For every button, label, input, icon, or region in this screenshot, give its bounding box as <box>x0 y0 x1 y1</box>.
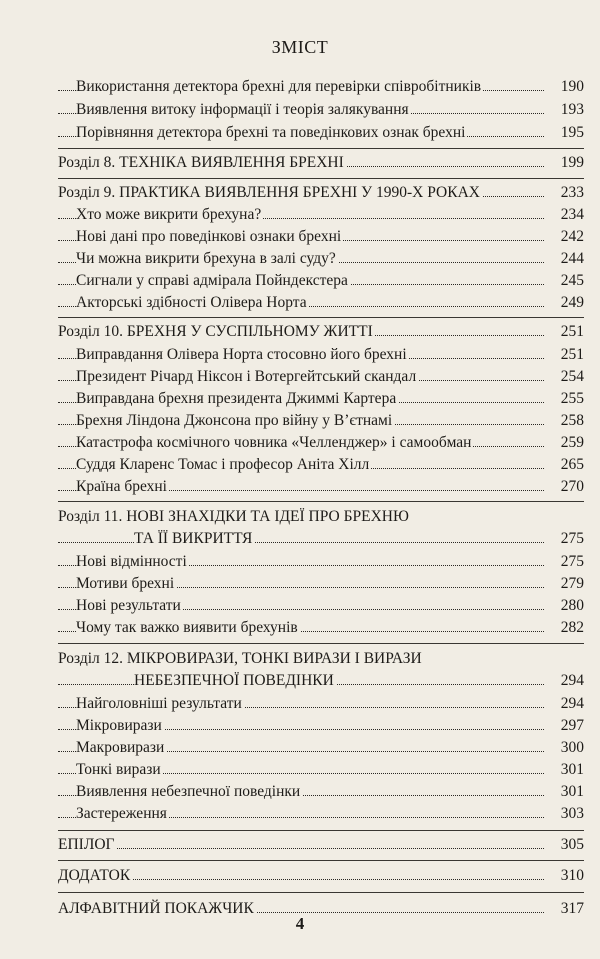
toc-entry <box>58 454 584 476</box>
toc-entry <box>58 715 584 737</box>
toc-entry-label: Нові дані про поведінкові ознаки брехні <box>76 226 343 248</box>
toc-entry-label: Хто може викрити брехуна? <box>76 204 263 226</box>
toc-entry <box>58 595 584 617</box>
toc-entry-page: 301 <box>559 781 584 803</box>
toc-entry-label: АЛФАВІТНИЙ ПОКАЖЧИК <box>58 898 256 920</box>
toc-entry <box>58 781 584 803</box>
toc-entry <box>58 432 584 454</box>
toc-entry-label: Виправдана брехня президента Джиммі Картера <box>76 388 398 410</box>
section-divider <box>58 501 584 502</box>
toc-entry-label: Катастрофа космічного човника «Челленджер» і самообман <box>76 432 473 454</box>
toc-entry-page: 251 <box>559 321 584 343</box>
toc-entry-page: 275 <box>559 528 584 550</box>
toc-entry-page: 234 <box>559 204 584 226</box>
toc-entry-page: 275 <box>559 551 584 573</box>
toc-entry-page: 242 <box>559 226 584 248</box>
toc-entry-page: 190 <box>559 76 584 98</box>
toc-entry-label: Акторські здібності Олівера Норта <box>76 292 309 314</box>
toc-entry <box>58 122 584 144</box>
toc-entry <box>58 388 584 410</box>
toc-entry-page: 254 <box>559 366 584 388</box>
toc-entry-page: 259 <box>559 432 584 454</box>
toc-entry-page: 245 <box>559 270 584 292</box>
toc-epilogue <box>58 834 584 856</box>
toc-entry-page: 303 <box>559 803 584 825</box>
toc-entry-label: Брехня Ліндона Джонсона про війну у В’єтнамі <box>76 410 394 432</box>
section-divider <box>58 148 584 149</box>
toc-chapter-12 <box>58 648 584 692</box>
toc-entry-label-continued: НЕБЕЗПЕЧНОЇ ПОВЕДІНКИ <box>134 670 336 692</box>
toc-entry-page: 255 <box>559 388 584 410</box>
toc-entry <box>58 693 584 715</box>
toc-entry-label: Розділ 10. БРЕХНЯ У СУСПІЛЬНОМУ ЖИТТІ <box>58 321 375 343</box>
toc-entry <box>58 803 584 825</box>
toc-entry-label: Сигнали у справі адмірала Пойндекстера <box>76 270 350 292</box>
toc-entry-page: 294 <box>559 693 584 715</box>
toc-entry <box>58 99 584 121</box>
toc-entry-label: Чи можна викрити брехуна в залі суду? <box>76 248 338 270</box>
toc-entry-page: 244 <box>559 248 584 270</box>
toc-entry-label: Розділ 12. МІКРОВИРАЗИ, ТОНКІ ВИРАЗИ І ВИРАЗИ <box>58 648 424 670</box>
toc-entry-page: 270 <box>559 476 584 498</box>
toc-entry-label: Виявлення витоку інформації і теорія залякування <box>76 99 411 121</box>
toc-entry <box>58 226 584 248</box>
toc-entry-page: 233 <box>559 182 584 204</box>
toc-entry-label: Використання детектора брехні для перевірки співробітників <box>76 76 483 98</box>
toc-entry-label: Президент Річард Ніксон і Вотергейтський скандал <box>76 366 418 388</box>
toc-entry-label: Найголовніші результати <box>76 693 244 715</box>
page-number: 4 <box>295 914 305 933</box>
toc-entry-label: ДОДАТОК <box>58 865 132 887</box>
toc-entry-page: 280 <box>559 595 584 617</box>
toc-entry <box>58 344 584 366</box>
toc-entry-label: ЕПІЛОГ <box>58 834 117 856</box>
toc-chapter-9 <box>58 182 584 204</box>
section-divider <box>58 892 584 893</box>
toc-entry-label: Застереження <box>76 803 169 825</box>
page-title: ЗМІСТ <box>271 37 329 57</box>
toc-entry-page: 279 <box>559 573 584 595</box>
toc-chapter-8 <box>58 152 584 174</box>
toc-entry-label-continued: ТА ЇЇ ВИКРИТТЯ <box>134 528 254 550</box>
toc-entry-label: Розділ 11. НОВІ ЗНАХІДКИ ТА ІДЕЇ ПРО БРЕХНЮ <box>58 506 411 528</box>
toc-entry-label: Тонкі вирази <box>76 759 163 781</box>
toc-entry-page: 258 <box>559 410 584 432</box>
toc-entry <box>58 366 584 388</box>
toc-entry <box>58 248 584 270</box>
toc-entry-label: Мотиви брехні <box>76 573 176 595</box>
toc-entry-page: 301 <box>559 759 584 781</box>
dot-leader <box>58 848 544 849</box>
toc-entry-label: Чому так важко виявити брехунів <box>76 617 300 639</box>
toc-entry-label: Суддя Кларенс Томас і професор Аніта Хілл <box>76 454 371 476</box>
toc-entry-page: 294 <box>559 670 584 692</box>
toc-entry-page: 310 <box>559 865 584 887</box>
dot-leader <box>58 542 544 543</box>
toc-entry-page: 282 <box>559 617 584 639</box>
toc-entry-label: Нові відмінності <box>76 551 189 573</box>
toc-entry-page: 199 <box>559 152 584 174</box>
toc-entry <box>58 292 584 314</box>
toc-entry-page: 193 <box>559 99 584 121</box>
toc-entry-label: Виправдання Олівера Норта стосовно його брехні <box>76 344 409 366</box>
toc-entry <box>58 551 584 573</box>
toc-entry-page: 297 <box>559 715 584 737</box>
toc-entry-label: Макровирази <box>76 737 166 759</box>
toc-entry-page: 195 <box>559 122 584 144</box>
section-divider <box>58 317 584 318</box>
toc-entry <box>58 410 584 432</box>
toc-entry-label: Мікровирази <box>76 715 164 737</box>
toc-chapter-10 <box>58 321 584 343</box>
toc-entry-label: Нові результати <box>76 595 183 617</box>
toc-chapter-11 <box>58 506 584 550</box>
toc-entry-label: Порівняння детектора брехні та поведінкових ознак брехні <box>76 122 467 144</box>
toc-entry <box>58 737 584 759</box>
toc-entry-page: 249 <box>559 292 584 314</box>
toc-entry <box>58 759 584 781</box>
section-divider <box>58 178 584 179</box>
toc-entry-label: Виявлення небезпечної поведінки <box>76 781 302 803</box>
toc-entry <box>58 617 584 639</box>
toc-entry-label: Розділ 8. ТЕХНІКА ВИЯВЛЕННЯ БРЕХНІ <box>58 152 346 174</box>
toc-entry-page: 300 <box>559 737 584 759</box>
toc-entry <box>58 476 584 498</box>
toc-entry <box>58 204 584 226</box>
toc-entry <box>58 76 584 98</box>
toc-entry-label: Розділ 9. ПРАКТИКА ВИЯВЛЕННЯ БРЕХНІ У 1990-Х РОКАХ <box>58 182 482 204</box>
toc-entry <box>58 573 584 595</box>
section-divider <box>58 830 584 831</box>
section-divider <box>58 860 584 861</box>
toc-entry-page: 305 <box>559 834 584 856</box>
toc-appendix <box>58 865 584 887</box>
toc-entry-page: 317 <box>559 898 584 920</box>
toc-entry-page: 265 <box>559 454 584 476</box>
toc-entry-label: Країна брехні <box>76 476 169 498</box>
section-divider <box>58 643 584 644</box>
toc-entry <box>58 270 584 292</box>
toc-entry-page: 251 <box>559 344 584 366</box>
